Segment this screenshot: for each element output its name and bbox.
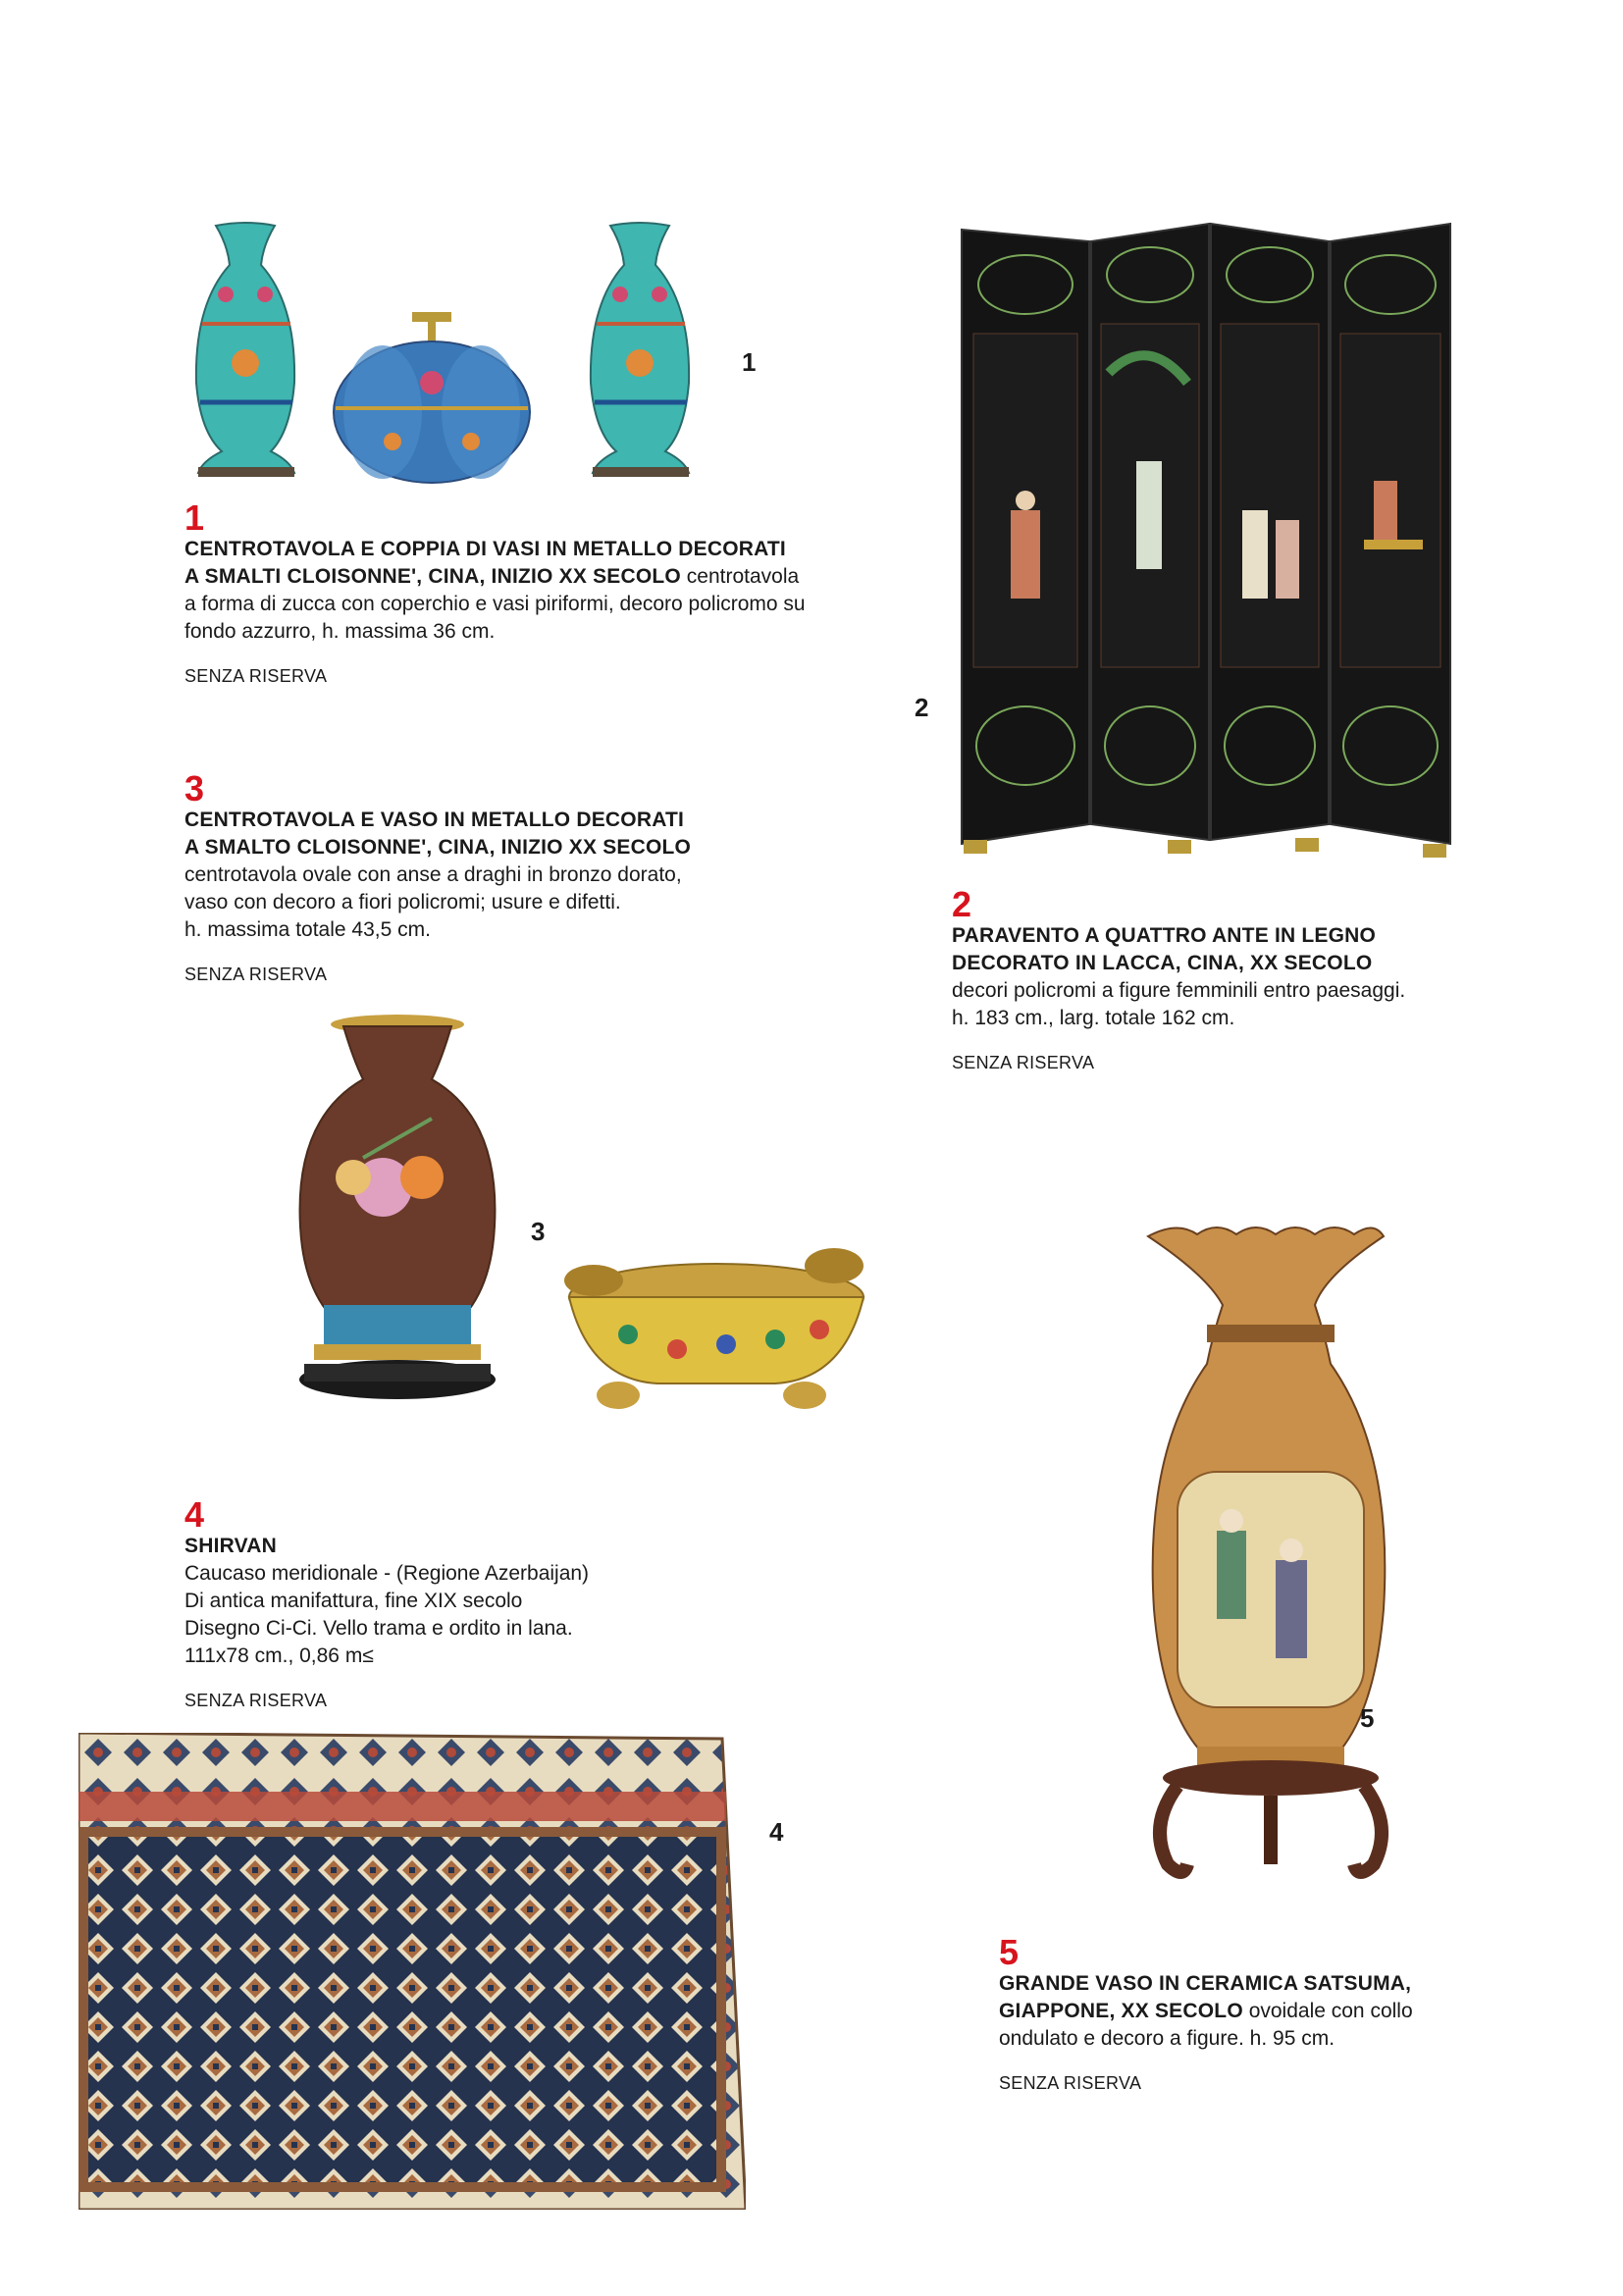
lot2-desc-line: decori policromi a figure femminili entro paesaggi. bbox=[952, 979, 1406, 1002]
lot5-image-label: 5 bbox=[1360, 1703, 1375, 1733]
lot5-block bbox=[999, 1932, 1588, 2094]
cloisonne-vase-brown bbox=[299, 1015, 496, 1399]
lot1-image bbox=[177, 206, 726, 500]
lot1-block bbox=[184, 497, 891, 687]
screen-panel-4 bbox=[1331, 224, 1450, 844]
lot2-image bbox=[952, 216, 1462, 863]
lot3-title-line1: CENTROTAVOLA E VASO IN METALLO DECORATI bbox=[184, 809, 685, 831]
lacquer-screen bbox=[962, 224, 1450, 858]
lot3-desc-line: centrotavola ovale con anse a draghi in bronzo dorato, bbox=[184, 863, 682, 886]
lot4-desc-line: 111x78 cm., 0,86 m≤ bbox=[184, 1644, 374, 1667]
lot1-desc-line: a forma di zucca con coperchio e vasi piriformi, decoro policromo su bbox=[184, 593, 806, 615]
shirvan-rug bbox=[79, 1733, 746, 2210]
lot4-title: SHIRVAN bbox=[184, 1535, 277, 1557]
lot5-title-line2-row bbox=[999, 1998, 1588, 2025]
cloisonne-vase-right bbox=[591, 223, 689, 477]
lot5-desc-line: ondulato e decoro a figure. h. 95 cm. bbox=[999, 2027, 1335, 2050]
lot1-number: 1 bbox=[184, 497, 205, 538]
lot4-image bbox=[79, 1733, 746, 2210]
lot2-reserve: SENZA RISERVA bbox=[952, 1053, 1095, 1072]
lot2-title-line2: DECORATO IN LACCA, CINA, XX SECOLO bbox=[952, 952, 1373, 974]
lot4-reserve: SENZA RISERVA bbox=[184, 1691, 328, 1710]
lot1-title-line2-row bbox=[184, 563, 891, 591]
lot3-image-label: 3 bbox=[531, 1217, 546, 1246]
lot3-number: 3 bbox=[184, 768, 205, 809]
lot1-reserve: SENZA RISERVA bbox=[184, 666, 328, 686]
screen-panel-2 bbox=[1091, 224, 1209, 840]
lot1-image-label: 1 bbox=[742, 347, 757, 377]
lot5-image bbox=[1138, 1217, 1393, 1904]
lot3-image bbox=[285, 1011, 873, 1433]
lot4-number: 4 bbox=[184, 1494, 205, 1535]
lot4-desc-line: Disegno Ci-Ci. Vello trama e ordito in lana. bbox=[184, 1617, 573, 1640]
lot1-title-line1: CENTROTAVOLA E COPPIA DI VASI IN METALLO DECORATI bbox=[184, 538, 786, 560]
lot5-reserve: SENZA RISERVA bbox=[999, 2073, 1142, 2093]
lot5-title-line2: GIAPPONE, XX SECOLO bbox=[999, 2000, 1243, 2022]
lot5-number: 5 bbox=[999, 1932, 1020, 1972]
lot4-image-label: 4 bbox=[769, 1817, 784, 1847]
lot4-block bbox=[184, 1494, 891, 1711]
lot4-desc-line: Caucaso meridionale - (Regione Azerbaijan) bbox=[184, 1562, 590, 1585]
lot1-desc-inline: centrotavola bbox=[680, 565, 800, 588]
cloisonne-centerpiece-yellow bbox=[564, 1248, 864, 1409]
screen-panel-3 bbox=[1211, 224, 1329, 840]
screen-panel-1 bbox=[962, 230, 1089, 844]
lot5-title-line1: GRANDE VASO IN CERAMICA SATSUMA, bbox=[999, 1972, 1412, 1995]
lot3-desc-line: vaso con decoro a fiori policromi; usure e difetti. bbox=[184, 891, 621, 913]
carved-wood-stand bbox=[1160, 1760, 1382, 1872]
cloisonne-pumpkin-box bbox=[334, 312, 530, 483]
lot2-block bbox=[952, 884, 1560, 1073]
satsuma-vase bbox=[1148, 1227, 1385, 1766]
lot5-desc-inline: ovoidale con collo bbox=[1242, 2000, 1413, 2022]
lot4-desc-line: Di antica manifattura, fine XIX secolo bbox=[184, 1590, 523, 1612]
lot3-reserve: SENZA RISERVA bbox=[184, 965, 328, 984]
lot1-desc-line: fondo azzurro, h. massima 36 cm. bbox=[184, 620, 496, 643]
lot3-title-line2: A SMALTO CLOISONNE', CINA, INIZIO XX SECOLO bbox=[184, 836, 692, 859]
lot2-title-line1: PARAVENTO A QUATTRO ANTE IN LEGNO bbox=[952, 924, 1377, 947]
lot1-title-line2: A SMALTI CLOISONNE', CINA, INIZIO XX SECOLO bbox=[184, 565, 681, 588]
lot3-desc-line: h. massima totale 43,5 cm. bbox=[184, 918, 431, 941]
lot3-block bbox=[184, 768, 891, 985]
lot2-image-label: 2 bbox=[915, 693, 929, 722]
lot2-desc-line: h. 183 cm., larg. totale 162 cm. bbox=[952, 1007, 1235, 1029]
cloisonne-vase-left bbox=[196, 223, 294, 477]
lot2-number: 2 bbox=[952, 884, 972, 924]
